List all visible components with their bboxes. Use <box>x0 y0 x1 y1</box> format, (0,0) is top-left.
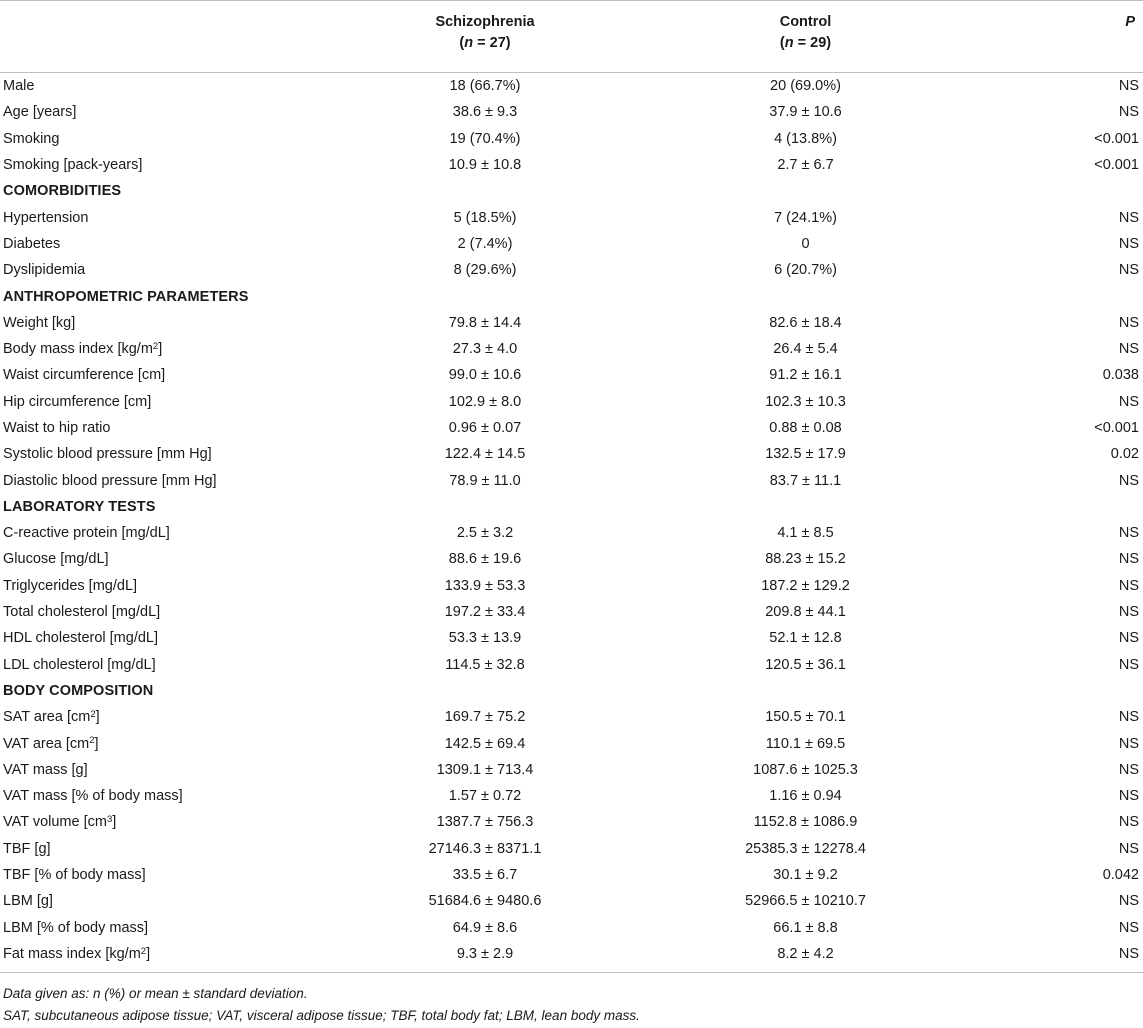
cell-control: 110.1 ± 69.5 <box>765 735 846 752</box>
header-variable-cell <box>0 1 385 72</box>
table-row <box>0 757 1143 783</box>
cell-control: 150.5 ± 70.1 <box>765 709 846 726</box>
cell-control: 7 (24.1%) <box>774 209 837 226</box>
cell-schizophrenia: 18 (66.7%) <box>449 78 521 95</box>
cell-schizophrenia: 169.7 ± 75.2 <box>444 709 526 726</box>
cell-schizophrenia: 133.9 ± 53.3 <box>444 577 526 594</box>
cell-p-value: NS <box>1118 604 1139 621</box>
cell-control: 66.1 ± 8.8 <box>773 919 838 936</box>
section-heading: BODY COMPOSITION <box>3 682 154 699</box>
cell-p-value: NS <box>1118 104 1139 121</box>
cell-schizophrenia: 2.5 ± 3.2 <box>456 525 514 542</box>
section-heading: COMORBIDITIES <box>3 183 122 200</box>
row-label <box>0 814 385 830</box>
header-control-n <box>585 33 1026 54</box>
header-control-title: Control <box>779 14 832 30</box>
table-row <box>0 126 1143 152</box>
cell-p-value: NS <box>1118 577 1139 594</box>
row-label-text: VAT volume [cm <box>3 814 107 831</box>
table-body <box>0 73 1143 967</box>
row-label: Glucose [mg/dL] <box>3 551 109 568</box>
row-label: Total cholesterol [mg/dL] <box>3 604 161 621</box>
cell-control: 2.7 ± 6.7 <box>777 157 834 174</box>
n-label: n <box>784 35 794 51</box>
row-label: VAT mass [g] <box>3 761 88 778</box>
cell-p-value: NS <box>1118 393 1139 410</box>
row-label: Systolic blood pressure [mm Hg] <box>3 446 212 463</box>
cell-control: 8.2 ± 4.2 <box>777 945 834 962</box>
cell-control: 82.6 ± 18.4 <box>769 314 842 331</box>
row-label-superscript: 2 <box>152 340 159 352</box>
table-row <box>0 941 1143 967</box>
row-label-text: VAT area [cm <box>3 735 90 752</box>
cell-schizophrenia: 33.5 ± 6.7 <box>452 867 518 884</box>
table-row <box>0 915 1143 941</box>
header-schizophrenia-title: Schizophrenia <box>435 14 535 30</box>
cell-control: 1.16 ± 0.94 <box>769 788 842 805</box>
cell-control: 187.2 ± 129.2 <box>761 577 850 594</box>
row-label-text: SAT area [cm <box>3 709 91 726</box>
row-label: Triglycerides [mg/dL] <box>3 577 138 594</box>
section-heading: LABORATORY TESTS <box>3 498 156 515</box>
row-label: Diastolic blood pressure [mm Hg] <box>3 472 217 489</box>
cell-control: 20 (69.0%) <box>770 78 841 95</box>
cell-p-value: NS <box>1118 945 1139 962</box>
row-label <box>0 946 385 962</box>
cell-p-value: NS <box>1118 761 1139 778</box>
row-label: Diabetes <box>3 235 61 252</box>
row-label: C-reactive protein [mg/dL] <box>3 525 170 542</box>
cell-control: 30.1 ± 9.2 <box>773 867 838 884</box>
cell-p-value: NS <box>1118 630 1139 647</box>
row-label-text: Fat mass index [kg/m <box>3 945 141 962</box>
row-label-suffix: ] <box>112 814 117 831</box>
cell-schizophrenia: 122.4 ± 14.5 <box>444 446 526 463</box>
table-row <box>0 862 1143 888</box>
cell-p-value: NS <box>1118 262 1139 279</box>
cell-control: 0.88 ± 0.08 <box>769 420 842 436</box>
row-label-text: Body mass index [kg/m <box>3 341 153 358</box>
row-label-suffix: ] <box>95 709 100 726</box>
row-label-suffix: ] <box>146 945 151 962</box>
cell-schizophrenia: 38.6 ± 9.3 <box>452 104 518 121</box>
cell-p-value: NS <box>1118 709 1139 726</box>
header-control <box>585 1 1026 72</box>
n-label: n <box>464 35 474 51</box>
cell-control: 26.4 ± 5.4 <box>773 341 838 358</box>
row-label-suffix: ] <box>158 341 163 358</box>
cell-control: 88.23 ± 15.2 <box>765 551 846 568</box>
cell-control: 37.9 ± 10.6 <box>769 104 842 121</box>
row-label <box>0 736 385 752</box>
table-row <box>0 99 1143 125</box>
cell-control: 102.3 ± 10.3 <box>765 393 846 410</box>
cell-schizophrenia: 5 (18.5%) <box>453 209 517 226</box>
cell-control: 0 <box>801 235 810 252</box>
table-row <box>0 599 1143 625</box>
cell-schizophrenia: 102.9 ± 8.0 <box>448 393 522 410</box>
cell-control: 132.5 ± 17.9 <box>765 446 846 463</box>
cell-p-value: NS <box>1118 525 1139 542</box>
row-label: Weight [kg] <box>3 314 76 331</box>
header-schizophrenia <box>385 1 585 72</box>
row-label: HDL cholesterol [mg/dL] <box>3 630 159 647</box>
cell-control: 25385.3 ± 12278.4 <box>745 840 866 857</box>
row-label: Hip circumference [cm] <box>3 393 152 410</box>
cell-schizophrenia: 197.2 ± 33.4 <box>444 604 526 621</box>
cell-schizophrenia: 64.9 ± 8.6 <box>452 919 518 936</box>
table-bottom-rule <box>0 972 1143 973</box>
cell-control: 1087.6 ± 1025.3 <box>753 761 858 778</box>
n-value: = 27) <box>473 35 511 51</box>
cell-schizophrenia: 0.96 ± 0.07 <box>448 420 522 436</box>
table-row <box>0 625 1143 651</box>
row-label: Waist circumference [cm] <box>3 367 166 384</box>
cell-p-value: NS <box>1118 209 1139 226</box>
cell-schizophrenia: 78.9 ± 11.0 <box>449 472 521 489</box>
cell-control: 4.1 ± 8.5 <box>777 525 834 542</box>
row-label: VAT mass [% of body mass] <box>3 788 183 805</box>
table-row <box>0 809 1143 835</box>
row-label: Smoking <box>3 130 60 147</box>
cell-p-value: 0.038 <box>1102 367 1139 384</box>
cell-schizophrenia: 114.5 ± 32.8 <box>445 656 525 673</box>
table-row <box>0 362 1143 388</box>
cell-p-value: NS <box>1118 656 1139 673</box>
footnote-abbreviations: SAT, subcutaneous adipose tissue; VAT, visceral adipose tissue; TBF, total body fat; LBM, lean body mass. <box>3 1008 640 1024</box>
cell-control: 120.5 ± 36.1 <box>765 656 846 673</box>
row-label-suffix: ] <box>94 735 99 752</box>
cell-p-value: NS <box>1118 814 1139 831</box>
table-row <box>0 836 1143 862</box>
row-label-superscript: 3 <box>106 814 113 826</box>
row-label: LBM [g] <box>3 893 53 910</box>
row-label: LBM [% of body mass] <box>3 919 149 936</box>
header-schizophrenia-n <box>385 33 585 54</box>
table-row <box>0 730 1143 756</box>
table-row <box>0 783 1143 809</box>
table-row <box>0 204 1143 230</box>
cell-control: 91.2 ± 16.1 <box>769 367 842 384</box>
cell-p-value: 0.042 <box>1102 867 1139 884</box>
cell-p-value: NS <box>1118 314 1139 331</box>
cell-control: 52966.5 ± 10210.7 <box>745 893 866 910</box>
cell-p-value: NS <box>1118 788 1139 805</box>
table-row <box>0 415 1143 441</box>
cell-schizophrenia: 142.5 ± 69.4 <box>444 735 526 752</box>
cell-p-value: NS <box>1118 840 1139 857</box>
table-row <box>0 336 1143 362</box>
table-row <box>0 257 1143 283</box>
row-label: Hypertension <box>3 209 89 226</box>
cell-p-value: <0.001 <box>1094 130 1139 147</box>
row-label <box>0 709 385 725</box>
cell-schizophrenia: 19 (70.4%) <box>449 130 521 147</box>
row-label: LDL cholesterol [mg/dL] <box>3 656 156 673</box>
cell-p-value: NS <box>1118 893 1139 910</box>
cell-schizophrenia: 53.3 ± 13.9 <box>448 630 522 647</box>
cell-schizophrenia: 1.57 ± 0.72 <box>448 788 522 805</box>
cell-p-value: NS <box>1118 735 1139 752</box>
row-label: Age [years] <box>3 104 77 121</box>
cell-p-value: NS <box>1118 235 1139 252</box>
cell-p-value: <0.001 <box>1094 157 1139 174</box>
cell-schizophrenia: 88.6 ± 19.6 <box>448 551 522 568</box>
header-p: P <box>1125 14 1135 30</box>
table-footnotes <box>0 983 1143 1027</box>
table-row <box>0 573 1143 599</box>
table-row <box>0 441 1143 467</box>
cell-control: 6 (20.7%) <box>774 262 837 279</box>
cell-p-value: NS <box>1118 341 1139 358</box>
open-paren: ( <box>779 35 785 51</box>
row-label: TBF [g] <box>3 840 51 857</box>
cell-control: 4 (13.8%) <box>774 130 837 147</box>
cell-p-value: NS <box>1118 78 1139 95</box>
cell-p-value: NS <box>1118 551 1139 568</box>
table-row <box>0 520 1143 546</box>
n-value: = 29) <box>793 35 832 51</box>
footnote-data-format: Data given as: n (%) or mean ± standard deviation. <box>3 986 308 1002</box>
cell-control: 209.8 ± 44.1 <box>765 604 846 621</box>
cell-schizophrenia: 10.9 ± 10.8 <box>448 157 522 174</box>
table-row <box>0 73 1143 99</box>
table-row <box>0 704 1143 730</box>
cell-schizophrenia: 8 (29.6%) <box>453 262 517 279</box>
row-label: Waist to hip ratio <box>3 420 111 436</box>
cell-p-value: NS <box>1118 919 1139 936</box>
table-row <box>0 652 1143 678</box>
cell-schizophrenia: 27.3 ± 4.0 <box>452 341 518 358</box>
cell-schizophrenia: 99.0 ± 10.6 <box>448 367 522 384</box>
cell-schizophrenia: 51684.6 ± 9480.6 <box>428 893 542 910</box>
table-row <box>0 546 1143 572</box>
cell-schizophrenia: 9.3 ± 2.9 <box>456 945 514 962</box>
cell-p-value: <0.001 <box>1094 420 1139 436</box>
row-label-superscript: 2 <box>89 735 95 747</box>
table-row <box>0 389 1143 415</box>
open-paren: ( <box>459 35 465 51</box>
row-label-superscript: 2 <box>140 945 147 957</box>
cell-schizophrenia: 27146.3 ± 8371.1 <box>428 840 542 857</box>
table-row <box>0 310 1143 336</box>
cell-control: 1152.8 ± 1086.9 <box>753 814 858 831</box>
cell-schizophrenia: 2 (7.4%) <box>457 235 513 252</box>
table-row <box>0 467 1143 493</box>
cell-control: 52.1 ± 12.8 <box>769 630 842 647</box>
row-label: Smoking [pack-years] <box>3 157 143 174</box>
cell-control: 83.7 ± 11.1 <box>769 472 842 489</box>
table-row <box>0 231 1143 257</box>
cell-p-value: 0.02 <box>1110 446 1139 463</box>
table-row <box>0 152 1143 178</box>
row-label: TBF [% of body mass] <box>3 867 146 884</box>
cell-schizophrenia: 1387.7 ± 756.3 <box>436 814 534 831</box>
row-label: Male <box>3 78 35 95</box>
row-label <box>0 341 385 357</box>
row-label-superscript: 2 <box>90 709 96 720</box>
table-row <box>0 888 1143 914</box>
row-label: Dyslipidemia <box>3 262 86 279</box>
cell-schizophrenia: 1309.1 ± 713.4 <box>436 761 534 778</box>
section-heading: ANTHROPOMETRIC PARAMETERS <box>3 288 249 305</box>
cell-p-value: NS <box>1118 472 1139 489</box>
cell-schizophrenia: 79.8 ± 14.4 <box>448 314 522 331</box>
table-header <box>0 1 1143 73</box>
